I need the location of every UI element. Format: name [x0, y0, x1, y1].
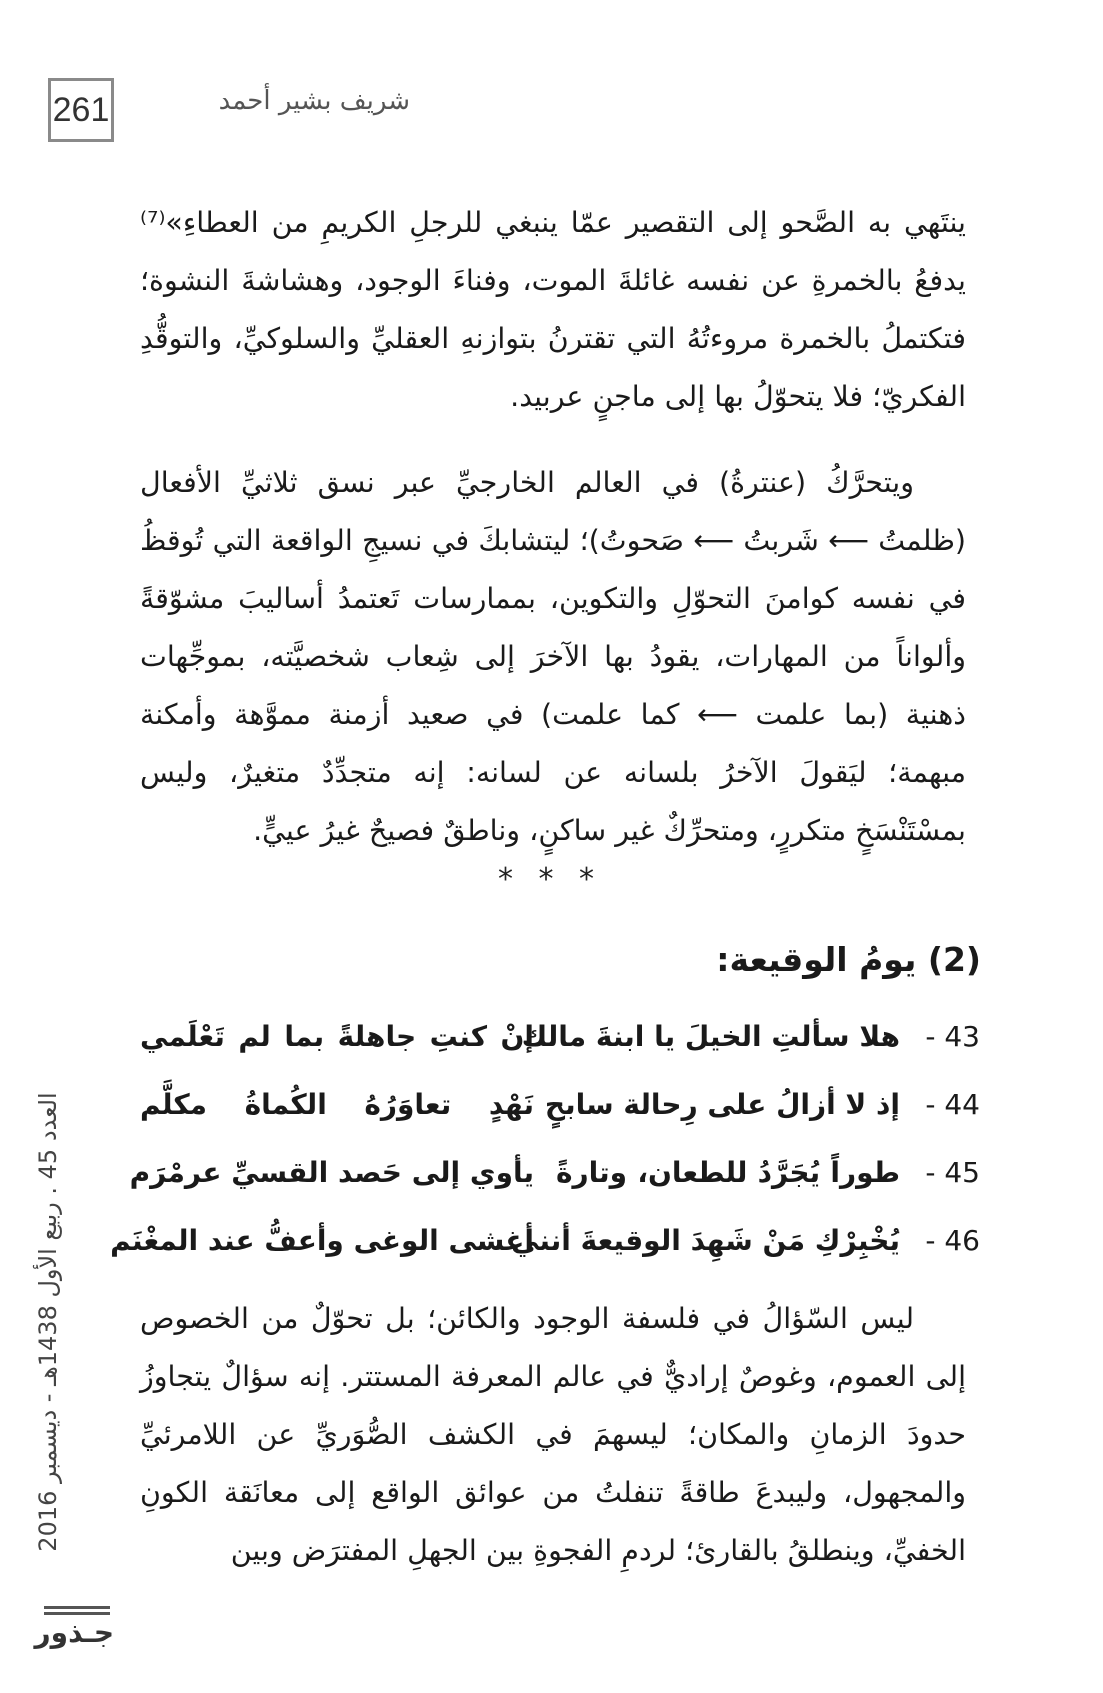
paragraph-text: ويتحرَّكُ (عنترةُ) في العالم الخارجيِّ عبر نسق ثلاثيِّ الأفعال (ظلمتُ ⟵ شَربتُ ⟵ صَحوتُ)؛ ليتشابكَ في نسيجِ الواقعة التي تُوقظُ في نفسه كوامنَ التحوّلِ والتكوين، بممارسات تَعتمدُ أساليبَ مشوّقةً وألواناً من المهارات، يقودُ بها الآخرَ إلى شِعاب شخصيَّته، بموجِّهات ذهنية (بما علمت ⟵ كما علمت) في صعيد أزمنة مموَّهة وأمكنة مبهمة؛ ليَقولَ الآخرُ بلسانه عن لسانه: إنه متجدِّدٌ متغيرٌ، وليس بمسْتَنْسَخٍ متكررٍ، ومتحرِّكٌ غير ساكنٍ، وناطقٌ فصيحٌ غيرُ عييٍّ. [140, 466, 966, 847]
verse-first-hemistich: يُخْبِرْكِ مَنْ شَهِدَ الوقيعةَ أنني [510, 1224, 900, 1257]
paragraph-1 [140, 194, 966, 426]
verse-first-hemistich: إذ لا أزالُ على رِحالة سابحٍ [544, 1088, 900, 1121]
verse-second-hemistich: أغشى الوغى وأعفُّ عند المغْنَم [110, 1224, 534, 1257]
issue-info-vertical: العدد 45 . ربيع الأول 1438هـ - ديسمبر 2016 [34, 1092, 62, 1552]
verse-second-hemistich: يأوي إلى حَصد القسيِّ عرمْرَم [129, 1156, 534, 1189]
verse-number: 45 - [925, 1156, 980, 1189]
section-separator: * * * [497, 862, 603, 897]
poem-verse [129, 1148, 980, 1216]
verse-first-hemistich: هلا سألتِ الخيلَ يا ابنةَ مالك [521, 1020, 900, 1053]
verse-number: 44 - [925, 1088, 980, 1121]
page-number: 261 [48, 78, 114, 142]
magazine-logo: جـذور [34, 1616, 114, 1649]
poem-verse [140, 1012, 980, 1080]
verse-second-hemistich: إنْ كنتِ جاهلةً بما لم تَعْلَمي [140, 1020, 534, 1053]
paragraph-text: ينتَهي به الصَّحو إلى التقصير عمّا ينبغي للرجلِ الكريمِ من العطاءِ»⁽⁷⁾ يدفعُ بالخمرةِ عن نفسه غائلةَ الموت، وفناءَ الوجود، وهشاشةَ النشوة؛ فتكتملُ بالخمرة مروءتُهُ التي تقترنُ بتوازنهِ العقليِّ والسلوكيِّ، والتوقُّدِ الفكريّ؛ فلا يتحوّلُ بها إلى ماجنٍ عربيد. [140, 206, 966, 413]
verse-number: 43 - [925, 1020, 980, 1053]
paragraph-2 [140, 454, 966, 860]
running-head-author: شريف بشير أحمد [218, 86, 410, 116]
verse-number: 46 - [925, 1224, 980, 1257]
paragraph-text: ليس السّؤالُ في فلسفة الوجود والكائن؛ بل تحوّلٌ من الخصوص إلى العموم، وغوصٌ إراديٌّ في عالم المعرفة المستتر. إنه سؤالٌ يتجاوزُ حدودَ الزمانِ والمكان؛ ليسهمَ في الكشف الصُّوَريِّ عن اللامرئيِّ والمجهول، وليبدعَ طاقةً تنفلتُ من عوائق الواقع إلى معانَقة الكونِ الخفيِّ، وينطلقُ بالقارئ؛ لردمِ الفجوةِ بين الجهلِ المفترَض وبين [140, 1302, 966, 1567]
paragraph-3 [140, 1290, 966, 1580]
verse-first-hemistich: طوراً يُجَرَّدُ للطعان، وتارةً [556, 1156, 900, 1189]
poem-verses [110, 1012, 980, 1284]
poem-verse [140, 1080, 980, 1148]
poem-verse [110, 1216, 980, 1284]
section-heading: (2) يومُ الوقيعة: [716, 940, 981, 979]
side-divider [44, 1612, 110, 1615]
verse-second-hemistich: نَهْدٍ تعاوَرُهُ الكُماةُ مكلَّم [140, 1088, 534, 1121]
side-divider [44, 1606, 110, 1609]
